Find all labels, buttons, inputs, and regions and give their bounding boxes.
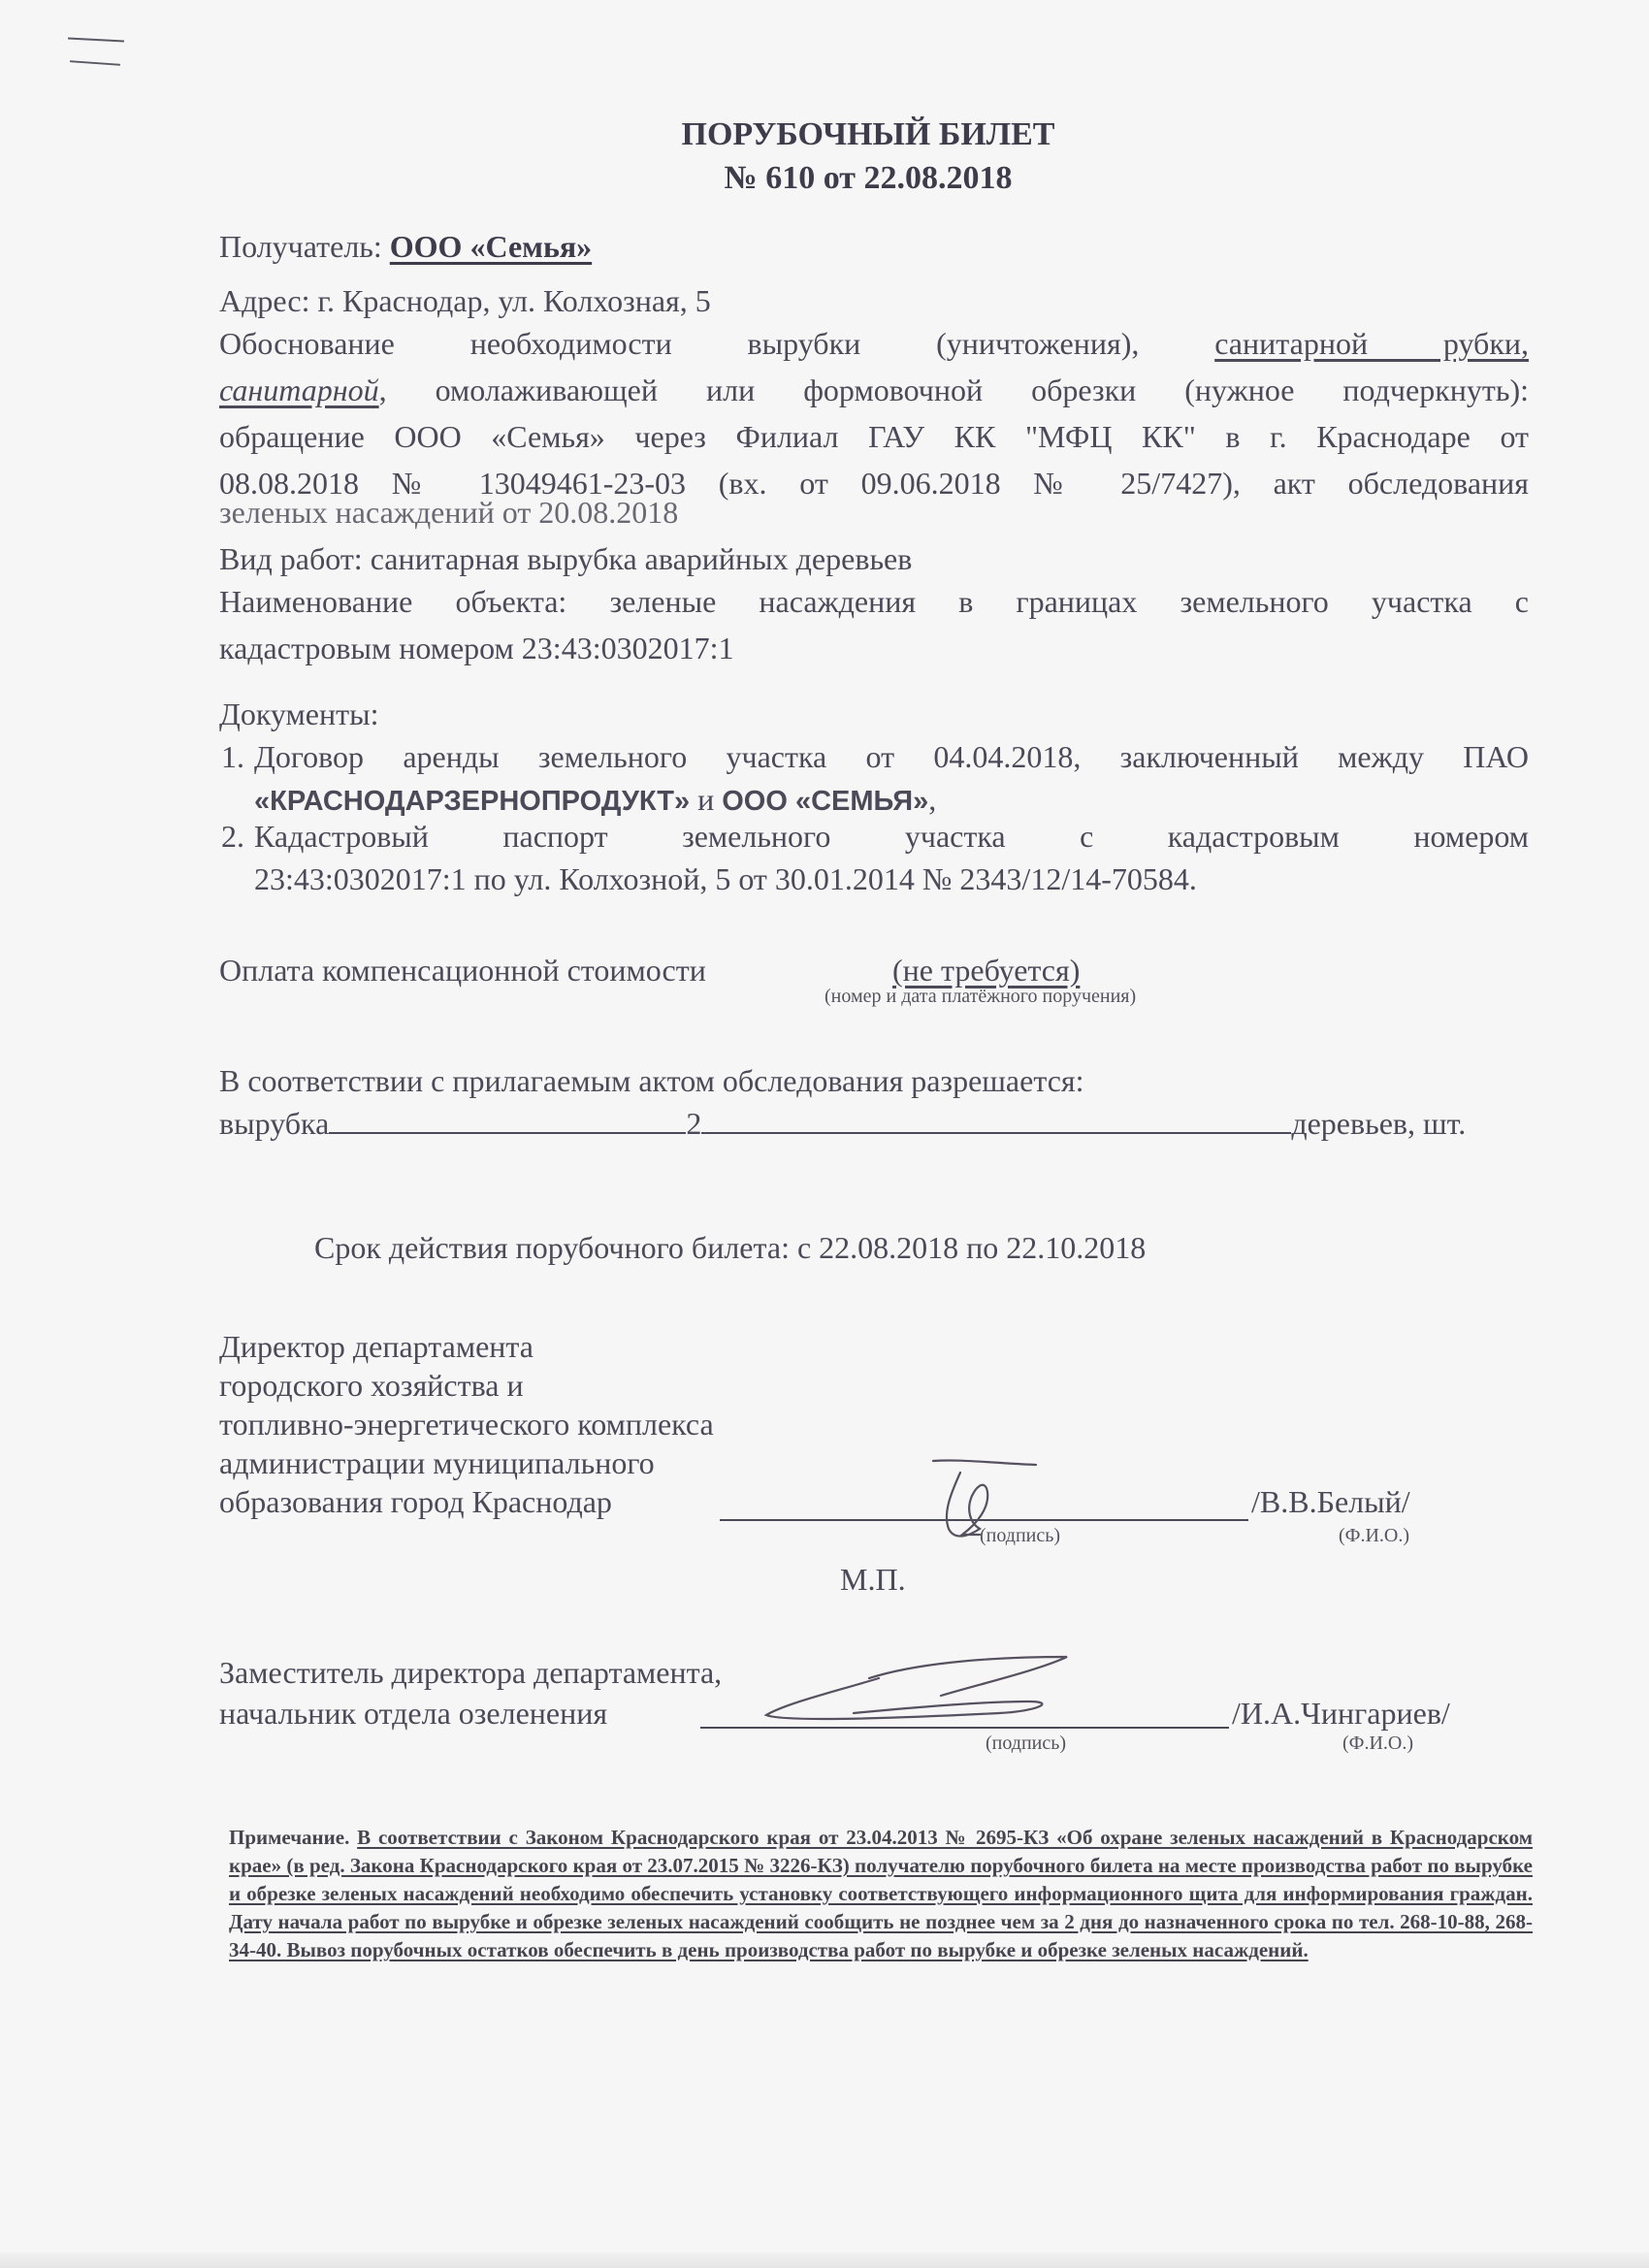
felling-count: 2 <box>686 1106 702 1141</box>
director-title-line: образования город Краснодар <box>219 1484 612 1519</box>
felling-label: вырубка <box>219 1106 330 1141</box>
basis-line: зеленых насаждений от 20.08.2018 <box>219 495 679 530</box>
doc-item-text: Кадастровый паспорт земельного участка с кадастровым номером <box>254 819 1529 854</box>
doc-title: ПОРУБОЧНЫЙ БИЛЕТ <box>681 116 1055 152</box>
signature-hint: (подпись) <box>980 1525 1061 1546</box>
documents-label: Документы: <box>219 697 379 731</box>
doc-item-number: 1. <box>221 739 244 774</box>
party-name: «КРАСНОДАРЗЕРНОПРОДУКТ» <box>254 786 691 817</box>
validity: Срок действия порубочного билета: с 22.08.2018 по 22.10.2018 <box>314 1230 1147 1265</box>
party-name: ООО «СЕМЬЯ» <box>722 786 929 817</box>
doc-item-text: 23:43:0302017:1 по ул. Колхозной, 5 от 30.01.2014 № 2343/12/14-70584. <box>254 861 1197 896</box>
deputy-name: /И.А.Чингариев/ <box>1232 1696 1450 1731</box>
felling-line <box>219 1100 1466 1147</box>
deputy-signature <box>747 1645 1116 1733</box>
recipient-label: Получатель: <box>219 229 382 264</box>
note <box>229 1824 1533 1964</box>
work-type: Вид работ: санитарная вырубка аварийных деревьев <box>219 541 913 576</box>
note-label: Примечание. <box>229 1826 350 1849</box>
director-title-line: Директор департамента <box>219 1329 534 1364</box>
basis-line: обращение ООО «Семья» через Филиал ГАУ КК "МФЦ КК" в г. Краснодаре от <box>219 419 1529 454</box>
fio-hint: (Ф.И.О.) <box>1342 1733 1414 1754</box>
object-line: Наименование объекта: зеленые насаждения в границах земельного участка с <box>219 584 1529 619</box>
signature-hint: (подпись) <box>986 1733 1067 1754</box>
doc-item-text: Договор аренды земельного участка от 04.04.2018, заключенный между ПАО <box>254 739 1529 774</box>
payment-hint: (номер и дата платёжного поручения) <box>824 986 1137 1007</box>
deputy-title-line: начальник отдела озеленения <box>219 1696 608 1731</box>
director-title-line: администрации муниципального <box>219 1445 655 1480</box>
felling-unit: деревьев, шт. <box>1291 1106 1467 1141</box>
blank-line <box>329 1105 686 1134</box>
address: Адрес: г. Краснодар, ул. Колхозная, 5 <box>219 283 711 318</box>
payment-value: (не требуется) <box>892 953 1081 988</box>
director-signature <box>922 1455 1057 1552</box>
blank-line <box>701 1105 1291 1134</box>
director-title-line: топливно-энергетического комплекса <box>219 1407 714 1442</box>
recipient-line <box>219 223 592 270</box>
payment-label: Оплата компенсационной стоимости <box>219 953 706 988</box>
director-name: /В.В.Белый/ <box>1251 1484 1410 1519</box>
note-text: В соответствии с Законом Краснодарского края от 23.04.2013 № 2695-КЗ «Об охране зеленых насаждений в Краснодарском крае» (в ред. Закона Краснодарского края от 23.07.2015 № 3226-КЗ) получателю порубочного билета на месте производства работ по вырубке и обрезке зеленых насаждений необходимо обеспечить установку соответствующего информационного щита для информирования граждан. Дату начала работ по вырубке и обрезке зеленых насаждений сообщить не позднее чем за 2 дня до назначенного срока по тел. 268-10-88, 268-34-40. Вывоз порубочных остатков обеспечить в день производства работ по вырубке и обрезке зеленых насаждений. <box>229 1826 1533 1961</box>
deputy-title-line: Заместитель директора департамента, <box>219 1655 723 1690</box>
doc-item-number: 2. <box>221 819 244 854</box>
basis-line: санитарной, омолаживающей или формовочной обрезки (нужное подчеркнуть): <box>219 373 1529 407</box>
doc-item-parties: «КРАСНОДАРЗЕРНОПРОДУКТ» и ООО «СЕМЬЯ», <box>254 782 937 817</box>
fio-hint: (Ф.И.О.) <box>1339 1525 1410 1546</box>
basis-line: Обоснование необходимости вырубки (уничтожения), санитарной рубки, <box>219 326 1529 361</box>
stamp-place: М.П. <box>840 1562 906 1597</box>
scan-edge <box>0 2252 1649 2268</box>
scan-mark <box>68 37 124 42</box>
basis-line: 08.08.2018 № 13049461-23-03 (вх. от 09.06.2018 № 25/7427), акт обследования <box>219 466 1529 501</box>
object-line: кадастровым номером 23:43:0302017:1 <box>219 631 734 665</box>
scan-mark <box>70 60 120 66</box>
permit-line: В соответствии с прилагаемым актом обследования разрешается: <box>219 1063 1084 1098</box>
director-title-line: городского хозяйства и <box>219 1368 524 1403</box>
doc-number: № 610 от 22.08.2018 <box>724 160 1013 196</box>
recipient-name: ООО «Семья» <box>389 229 593 264</box>
